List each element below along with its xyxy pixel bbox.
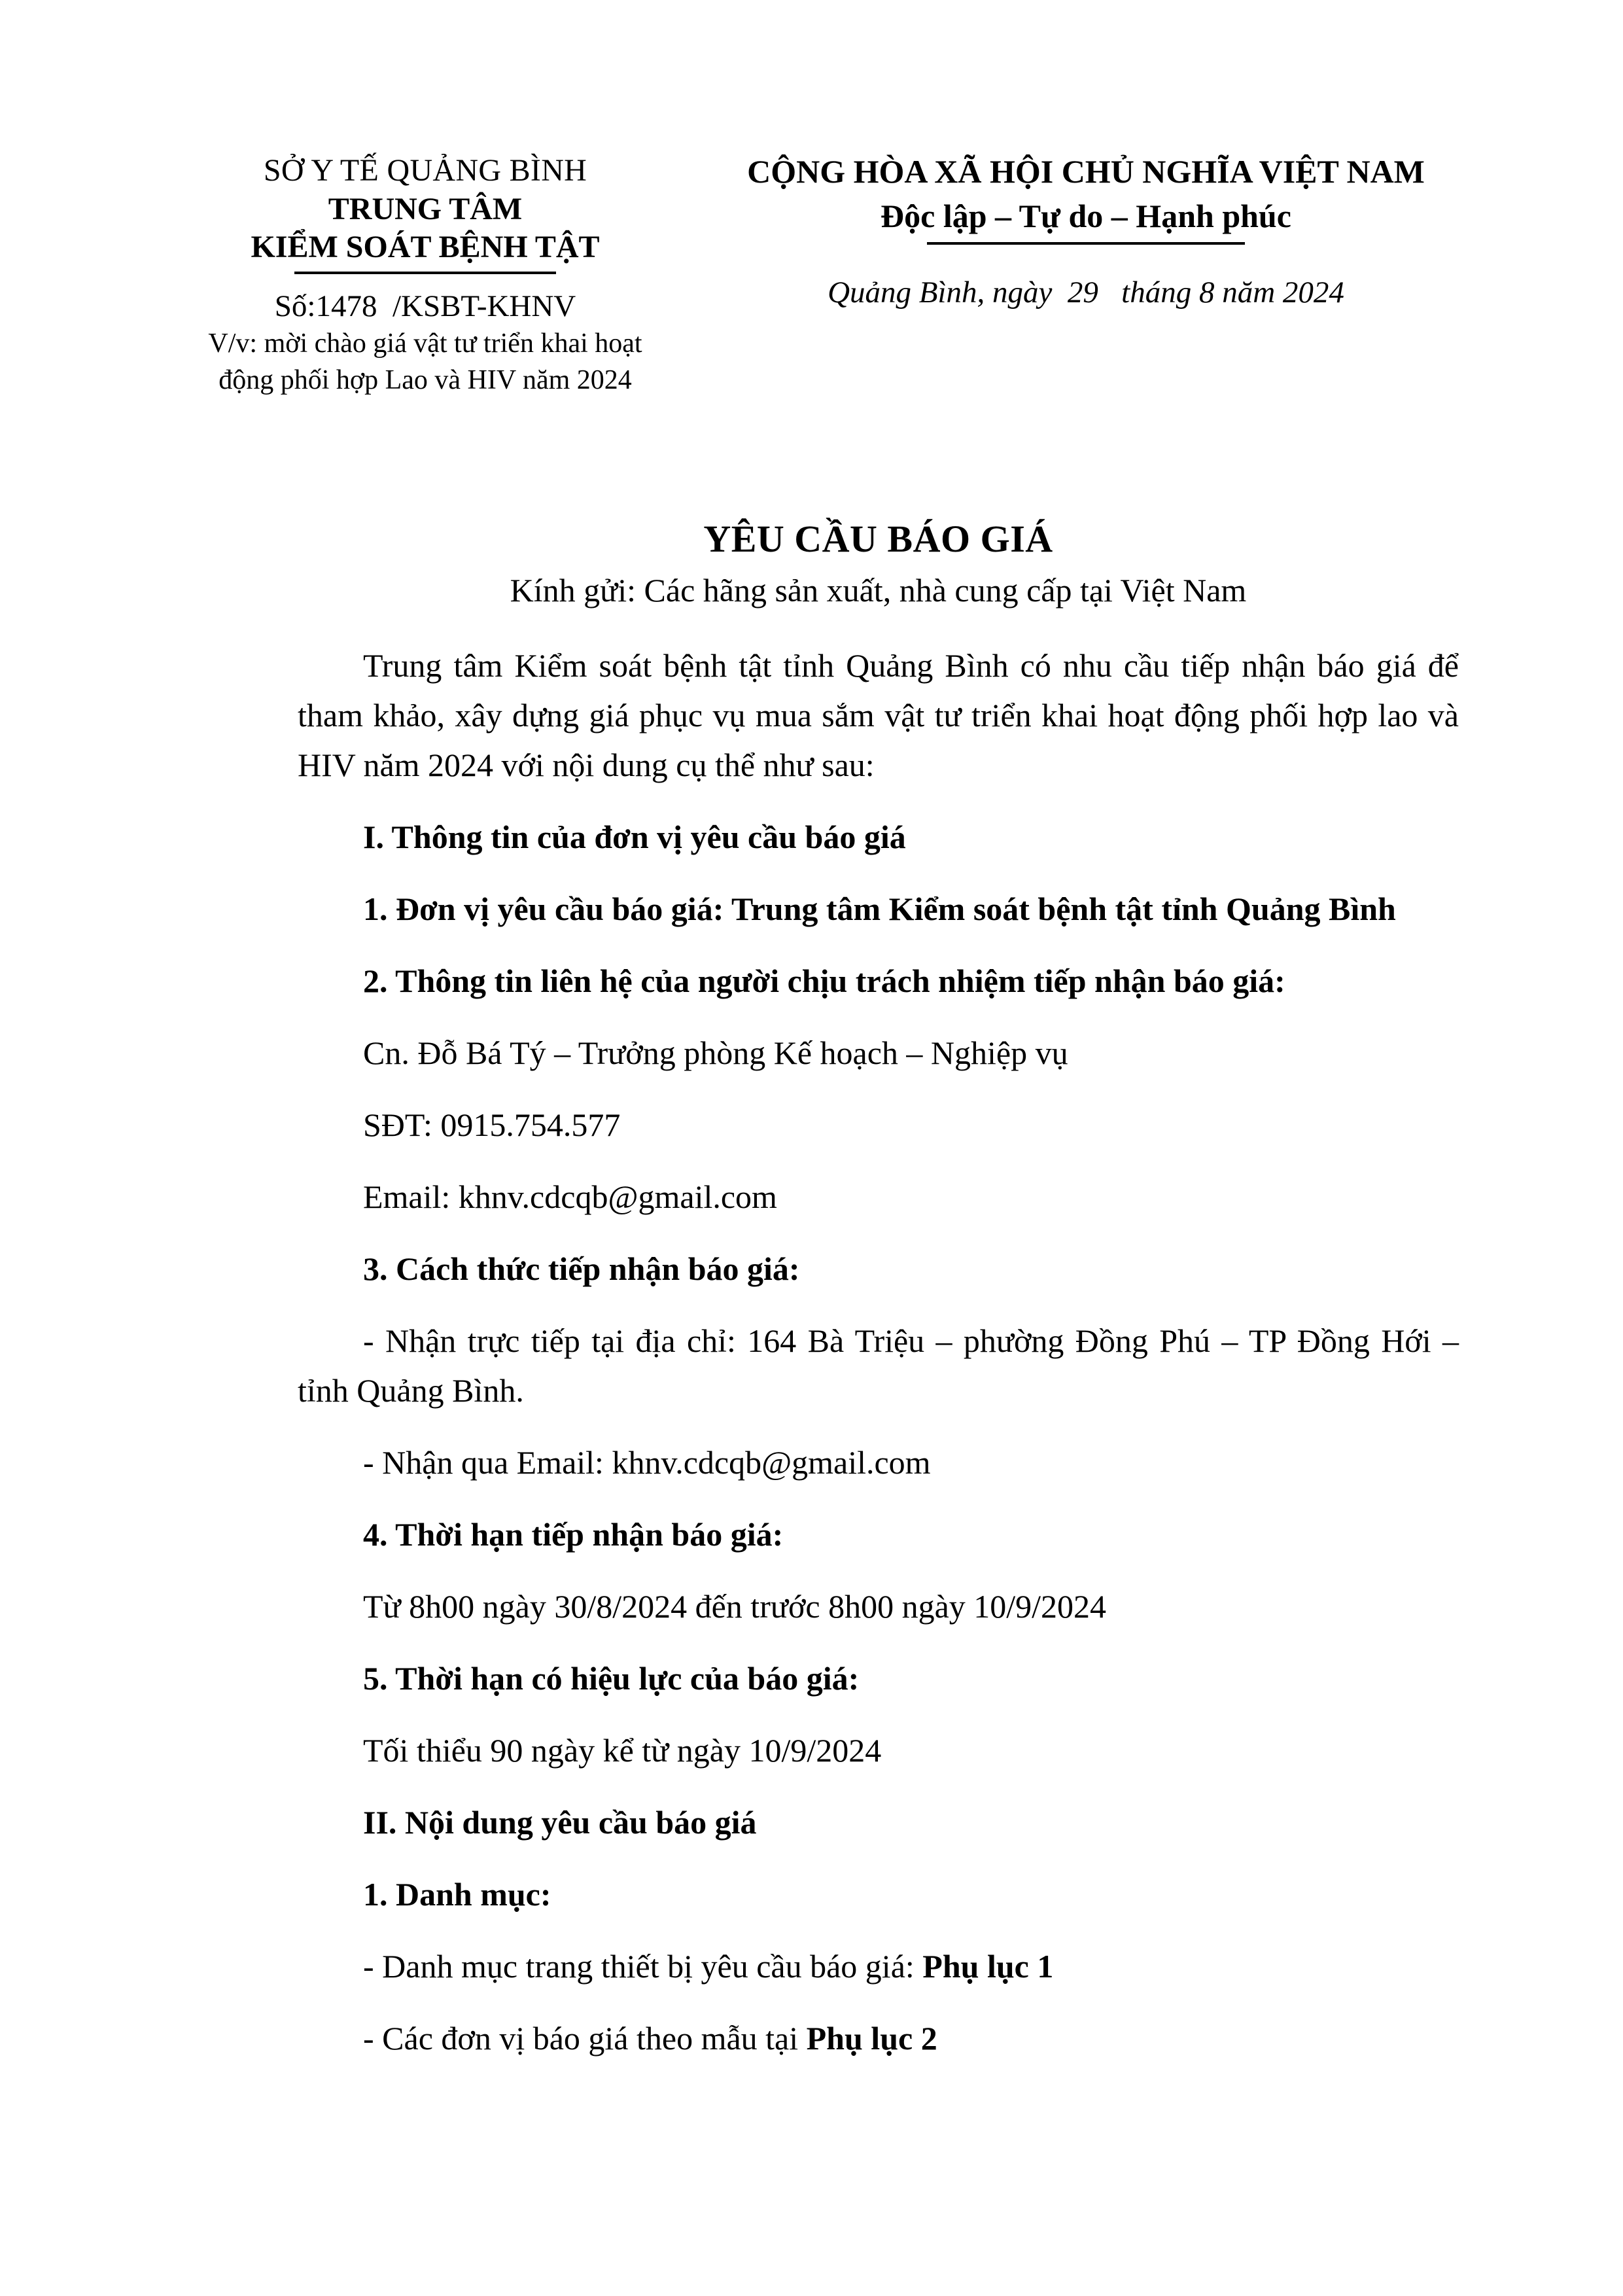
appendix-1-reference: Phụ lục 1 [922, 1948, 1054, 1985]
item-3-email-line: - Nhận qua Email: khnv.cdcqb@gmail.com [363, 1444, 931, 1481]
section-heading-i: I. Thông tin của đơn vị yêu cầu báo giá [363, 819, 906, 855]
document-body [298, 517, 1459, 2063]
document-number: Số:1478 /KSBT-KHNV [274, 289, 576, 323]
issuing-authority-block [0, 152, 693, 398]
national-heading-block [693, 152, 1478, 311]
item-3-submission-heading: 3. Cách thức tiếp nhận báo giá: [363, 1250, 800, 1287]
item-5-validity-value: Tối thiểu 90 ngày kể từ ngày 10/9/2024 [363, 1732, 882, 1769]
document-subject-line-1: V/v: mời chào giá vật tư triển khai hoạt [208, 328, 642, 359]
contact-person-name: Cn. Đỗ Bá Tý – Trưởng phòng Kế hoạch – Nghiệp vụ [363, 1034, 1068, 1071]
contact-phone: SĐT: 0915.754.577 [363, 1106, 621, 1143]
item-5-validity-heading: 5. Thời hạn có hiệu lực của báo giá: [363, 1660, 860, 1697]
item-6-appendix-2-line [298, 2013, 1459, 2063]
header-divider-right [927, 242, 1245, 245]
item-2-contact-heading: 2. Thông tin liên hệ của người chịu trách nhiệm tiếp nhận báo giá: [363, 963, 1285, 999]
document-subject-line-2: động phối hợp Lao và HIV năm 2024 [218, 365, 632, 396]
item-4-deadline-heading: 4. Thời hạn tiếp nhận báo giá: [363, 1516, 784, 1553]
date-suffix: tháng 8 năm 2024 [1106, 275, 1344, 309]
center-name-line-2: KIỂM SOÁT BỆNH TẬT [251, 230, 600, 265]
place-and-date [693, 274, 1478, 312]
page-title: YÊU CẦU BÁO GIÁ [703, 518, 1053, 560]
header-divider-left [294, 272, 556, 274]
document-header [0, 152, 1623, 398]
item-6-catalog-heading: 1. Danh mục: [363, 1876, 551, 1913]
item-4-deadline-value: Từ 8h00 ngày 30/8/2024 đến trước 8h00 ngày 10/9/2024 [363, 1588, 1107, 1625]
date-prefix: Quảng Bình, ngày [828, 275, 1060, 309]
contact-email: Email: khnv.cdcqb@gmail.com [363, 1178, 777, 1215]
national-motto: Độc lập – Tự do – Hạnh phúc [881, 198, 1291, 234]
recipient-line: Kính gửi: Các hãng sản xuất, nhà cung cấp tại Việt Nam [510, 572, 1247, 609]
national-title: CỘNG HÒA XÃ HỘI CHỦ NGHĨA VIỆT NAM [747, 153, 1425, 190]
date-day-value: 29 [1060, 275, 1106, 309]
section-heading-ii: II. Nội dung yêu cầu báo giá [363, 1804, 757, 1841]
appendix-2-text: - Các đơn vị báo giá theo mẫu tại [363, 2020, 807, 2057]
item-6-appendix-1-line [298, 1941, 1459, 1991]
appendix-1-text: - Danh mục trang thiết bị yêu cầu báo giá: [363, 1948, 923, 1985]
appendix-2-reference: Phụ lục 2 [806, 2020, 937, 2057]
department-name: SỞ Y TẾ QUẢNG BÌNH [263, 153, 587, 188]
item-3-address-line: - Nhận trực tiếp tại địa chỉ: 164 Bà Triệu – phường Đồng Phú – TP Đồng Hới – tỉnh Quảng Bình. [298, 1322, 1459, 1409]
intro-paragraph: Trung tâm Kiểm soát bệnh tật tỉnh Quảng Bình có nhu cầu tiếp nhận báo giá để tham khảo, xây dựng giá phục vụ mua sắm vật tư triển khai hoạt động phối hợp lao và HIV năm 2024 với nội dung cụ thể như sau: [298, 647, 1459, 783]
item-1-requesting-unit: 1. Đơn vị yêu cầu báo giá: Trung tâm Kiểm soát bệnh tật tỉnh Quảng Bình [363, 891, 1396, 927]
center-name-line-1: TRUNG TÂM [328, 191, 523, 226]
